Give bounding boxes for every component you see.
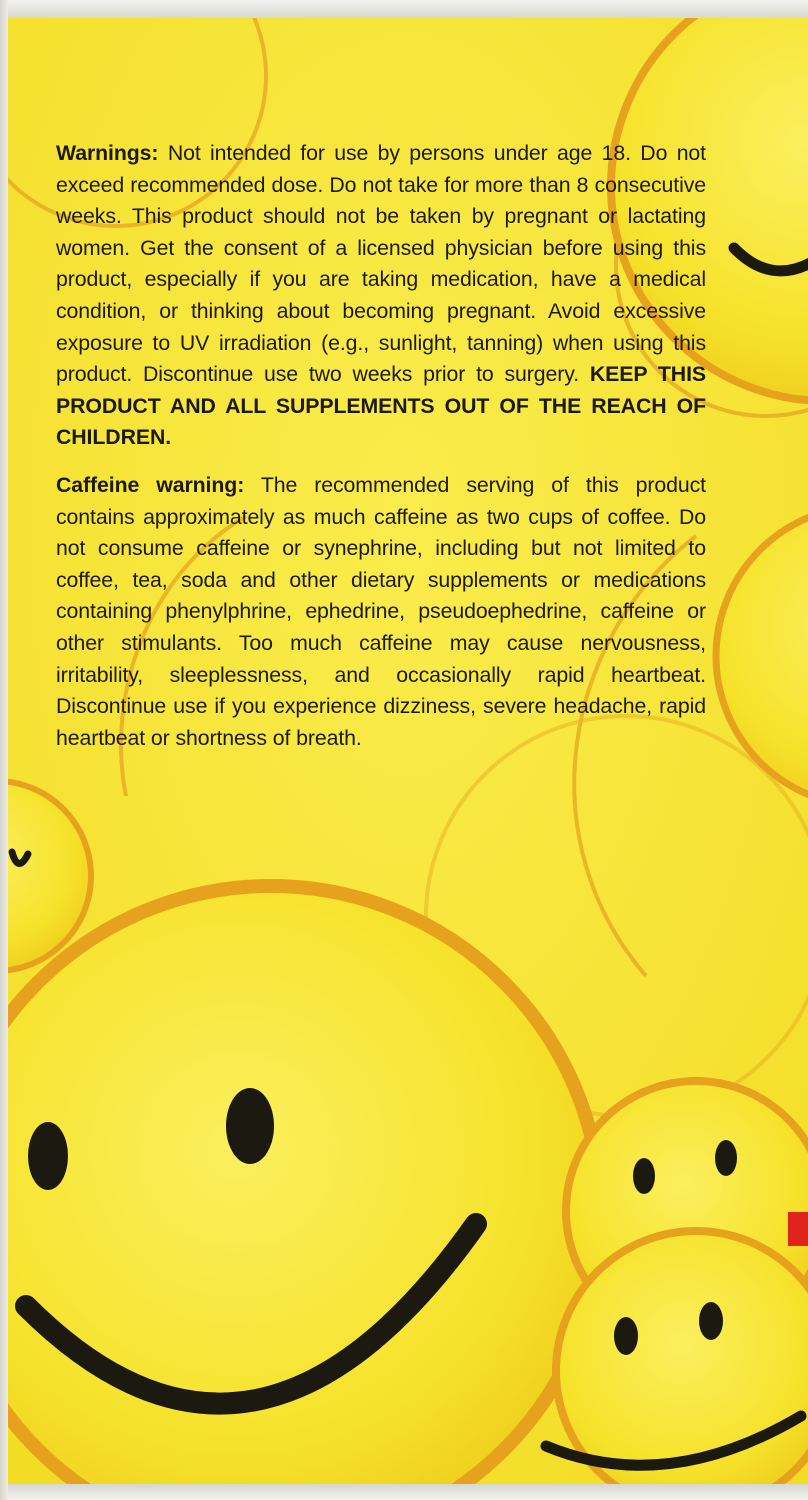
red-accent-mark <box>788 1212 808 1246</box>
warnings-paragraph <box>56 138 706 454</box>
box-left-edge <box>0 0 8 1500</box>
left-eye-icon <box>614 1317 638 1355</box>
caffeine-warning-heading: Caffeine warning: <box>56 472 245 497</box>
box-top-edge <box>0 0 808 18</box>
right-eye-icon <box>715 1140 737 1176</box>
warning-text-block <box>56 138 706 770</box>
left-eye-icon <box>28 1122 68 1190</box>
left-eye-icon <box>633 1158 655 1194</box>
yellow-label-panel <box>6 16 808 1486</box>
caffeine-warning-paragraph <box>56 470 706 754</box>
warnings-heading: Warnings: <box>56 141 159 165</box>
right-eye-icon <box>226 1088 274 1164</box>
warnings-emphasis: KEEP THIS PRODUCT AND ALL SUPPLEMENTS OUT OF THE REACH OF CHILDREN. <box>56 362 706 450</box>
box-bottom-edge <box>0 1484 808 1500</box>
warnings-body: Not intended for use by persons under age 18. Do not exceed recommended dose. Do not take for more than 8 consecutive weeks. This product should not be taken by pregnant or lactating women. Get the consent of a licensed physician before using this product, especially if you are taking medication, have a medical condition, or thinking about becoming pregnant. Avoid excessive exposure to UV irradiation (e.g., sunlight, tanning) when using this product. Discontinue use two weeks prior to surgery. <box>56 141 706 387</box>
caffeine-warning-body: The recommended serving of this product contains approximately as much caffeine as two cups of coffee. Do not consume caffeine or synephrine, including but not limited to coffee, tea, soda and other dietary supplements or medications containing phenylphrine, ephedrine, pseudoephedrine, caffeine or other stimulants. Too much caffeine may cause nervousness, irritability, sleeplessness, and occasionally rapid heartbeat. Discontinue use if you experience dizziness, severe headache, rapid heartbeat or shortness of breath. <box>56 472 706 750</box>
right-eye-icon <box>699 1302 723 1340</box>
